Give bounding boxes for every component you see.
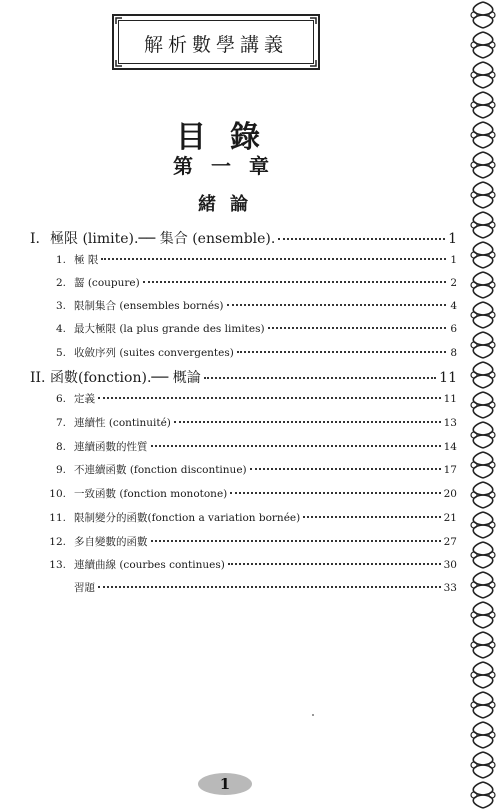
entry-number: 3. xyxy=(55,300,66,312)
leader-dots xyxy=(143,280,446,283)
entry-label: 連續曲線 (courbes continues) xyxy=(74,559,225,571)
leader-dots xyxy=(227,303,446,306)
entry-number: II. xyxy=(30,370,46,386)
corner-ornament-icon xyxy=(306,56,320,70)
leader-dots xyxy=(98,396,441,399)
entry-number: 1. xyxy=(55,254,66,266)
leader-dots xyxy=(151,539,441,542)
entry-number: 4. xyxy=(55,323,66,335)
print-speck xyxy=(312,714,314,716)
entry-page: 20 xyxy=(443,488,457,500)
entry-label: 定義 xyxy=(74,393,95,405)
leader-dots xyxy=(268,326,446,329)
page-number: 1 xyxy=(219,775,231,793)
entry-page: 1 xyxy=(450,254,457,266)
toc-entry-major[interactable] xyxy=(30,228,457,248)
entry-page: 11 xyxy=(439,370,457,386)
toc-title: 目錄 xyxy=(176,120,284,155)
toc-entry[interactable] xyxy=(30,321,457,341)
entry-label: 限制變分的函數(fonction a variation bornée) xyxy=(74,512,301,524)
corner-ornament-icon xyxy=(112,56,126,70)
entry-number: 9. xyxy=(55,464,66,476)
entry-label: 齧 (coupure) xyxy=(74,277,140,289)
entry-page: 8 xyxy=(450,347,457,359)
entry-label: 一致函數 (fonction monotone) xyxy=(74,488,228,500)
entry-number: 11. xyxy=(49,512,66,524)
entry-page: 27 xyxy=(443,536,457,548)
entry-label: 函數(fonction).── 概論 xyxy=(50,370,201,386)
entry-number: 10. xyxy=(49,488,66,500)
running-header-title: 解析數學講義 xyxy=(143,34,288,56)
page-number-badge xyxy=(198,773,252,795)
entry-page: 11 xyxy=(443,393,457,405)
ornamental-border-icon xyxy=(466,0,500,809)
running-header-box xyxy=(112,14,320,70)
entry-number: I. xyxy=(30,231,40,247)
section-heading: 緒論 xyxy=(198,194,262,215)
entry-page: 2 xyxy=(450,277,457,289)
toc-entry[interactable] xyxy=(30,557,457,577)
leader-dots xyxy=(228,562,441,565)
leader-dots xyxy=(237,350,446,353)
entry-number: 13. xyxy=(49,559,66,571)
toc-entry[interactable] xyxy=(30,252,457,272)
entry-page: 33 xyxy=(443,582,457,594)
leader-dots xyxy=(151,444,441,447)
leader-dots xyxy=(98,585,441,588)
toc-entry-major[interactable] xyxy=(30,367,457,387)
entry-label: 收斂序列 (suites convergentes) xyxy=(74,347,234,359)
corner-ornament-icon xyxy=(306,14,320,28)
leader-dots xyxy=(303,515,440,518)
entry-label: 多自變數的函數 xyxy=(74,536,148,548)
leader-dots xyxy=(278,237,445,240)
entry-number: 12. xyxy=(49,536,66,548)
entry-number: 8. xyxy=(55,441,66,453)
entry-number: 5. xyxy=(55,347,66,359)
leader-dots xyxy=(230,491,440,494)
entry-label: 極限 (limite).── 集合 (ensemble). xyxy=(50,231,276,247)
entry-page: 6 xyxy=(450,323,457,335)
toc-entry[interactable] xyxy=(30,415,457,435)
entry-label: 連續函數的性質 xyxy=(74,441,148,453)
leader-dots xyxy=(250,467,441,470)
entry-page: 14 xyxy=(443,441,457,453)
entry-label: 習題 xyxy=(74,582,95,594)
toc-entry[interactable] xyxy=(30,510,457,530)
toc-entry[interactable] xyxy=(30,391,457,411)
entry-label: 限制集合 (ensembles bornés) xyxy=(74,300,224,312)
toc-entry[interactable] xyxy=(30,462,457,482)
entry-page: 4 xyxy=(450,300,457,312)
entry-page: 1 xyxy=(448,231,457,247)
entry-number: 7. xyxy=(55,417,66,429)
entry-number: 2. xyxy=(55,277,66,289)
leader-dots xyxy=(204,376,436,379)
entry-label: 連續性 (continuité) xyxy=(74,417,171,429)
entry-page: 21 xyxy=(443,512,457,524)
entry-page: 30 xyxy=(443,559,457,571)
toc-entry[interactable] xyxy=(30,345,457,365)
leader-dots xyxy=(101,257,446,260)
entry-page: 13 xyxy=(443,417,457,429)
entry-number: 6. xyxy=(55,393,66,405)
entry-label: 最大極限 (la plus grande des limites) xyxy=(74,323,265,335)
toc-entry[interactable] xyxy=(30,486,457,506)
leader-dots xyxy=(174,420,441,423)
toc-entry[interactable] xyxy=(30,439,457,459)
corner-ornament-icon xyxy=(112,14,126,28)
toc-entry[interactable] xyxy=(30,275,457,295)
chapter-heading: 第一章 xyxy=(173,154,287,178)
entry-label: 極 限 xyxy=(74,254,99,266)
entry-label: 不連續函數 (fonction discontinue) xyxy=(74,464,247,476)
entry-page: 17 xyxy=(443,464,457,476)
toc-entry[interactable] xyxy=(30,298,457,318)
toc-entry[interactable] xyxy=(30,534,457,554)
toc-entry-exercises[interactable] xyxy=(30,580,457,600)
